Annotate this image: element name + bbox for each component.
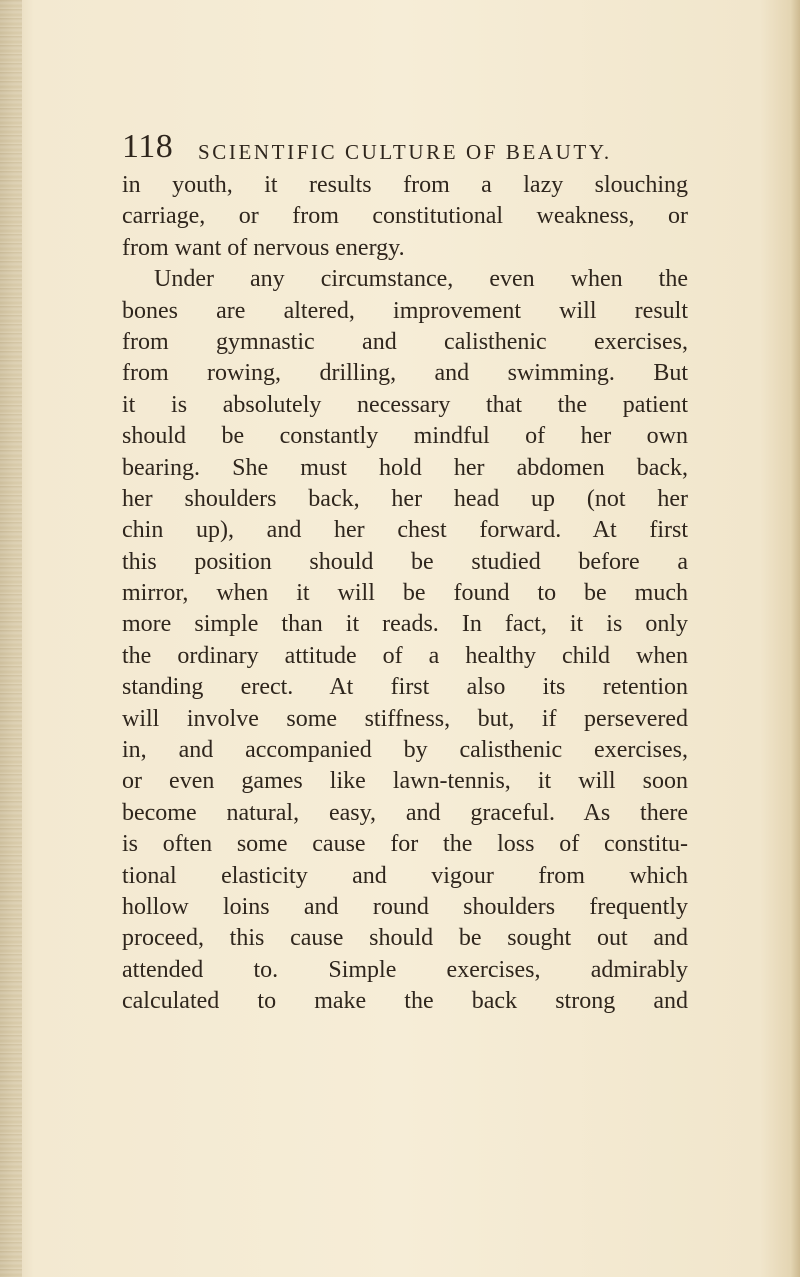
text-line: or even games like lawn-tennis, it will soon bbox=[122, 768, 688, 795]
text-line: in youth, it results from a lazy slouching bbox=[122, 172, 688, 198]
text-line: from rowing, drilling, and swimming. But bbox=[122, 360, 688, 387]
text-line: carriage, or from constitutional weakness, or bbox=[122, 203, 688, 230]
text-line: chin up), and her chest forward. At first bbox=[122, 517, 688, 544]
text-line: calculated to make the back strong and bbox=[122, 988, 688, 1015]
body-text bbox=[122, 170, 688, 1018]
text-line: bearing. She must hold her abdomen back, bbox=[122, 454, 688, 481]
text-line: is often some cause for the loss of constitu- bbox=[122, 831, 688, 858]
text-line: standing erect. At first also its retention bbox=[122, 674, 688, 701]
page-edge bbox=[790, 0, 800, 1277]
text-line: this position should be studied before a bbox=[122, 548, 688, 575]
text-line: hollow loins and round shoulders frequently bbox=[122, 893, 688, 920]
text-line: bones are altered, improvement will result bbox=[122, 297, 688, 324]
text-line: more simple than it reads. In fact, it is only bbox=[122, 611, 688, 638]
text-line: Under any circumstance, even when the bbox=[154, 266, 688, 293]
text-line: from want of nervous energy. bbox=[122, 234, 405, 261]
text-line: attended to. Simple exercises, admirably bbox=[122, 956, 688, 983]
running-title: SCIENTIFIC CULTURE OF BEAUTY. bbox=[198, 140, 612, 164]
text-line: from gymnastic and calisthenic exercises, bbox=[122, 328, 688, 355]
text-line: it is absolutely necessary that the patient bbox=[122, 391, 688, 418]
text-line: the ordinary attitude of a healthy child when bbox=[122, 642, 688, 669]
text-line: will involve some stiffness, but, if persevered bbox=[122, 705, 688, 732]
running-header bbox=[122, 128, 682, 168]
binding-gutter bbox=[0, 0, 22, 1277]
text-line: proceed, this cause should be sought out and bbox=[122, 925, 688, 952]
page-number: 118 bbox=[122, 128, 174, 165]
text-line: her shoulders back, her head up (not her bbox=[122, 485, 688, 512]
text-line: become natural, easy, and graceful. As there bbox=[122, 799, 688, 826]
text-line: should be constantly mindful of her own bbox=[122, 423, 688, 450]
text-line: mirror, when it will be found to be much bbox=[122, 580, 688, 607]
text-line: in, and accompanied by calisthenic exercises, bbox=[122, 737, 688, 764]
text-line: tional elasticity and vigour from which bbox=[122, 862, 688, 889]
